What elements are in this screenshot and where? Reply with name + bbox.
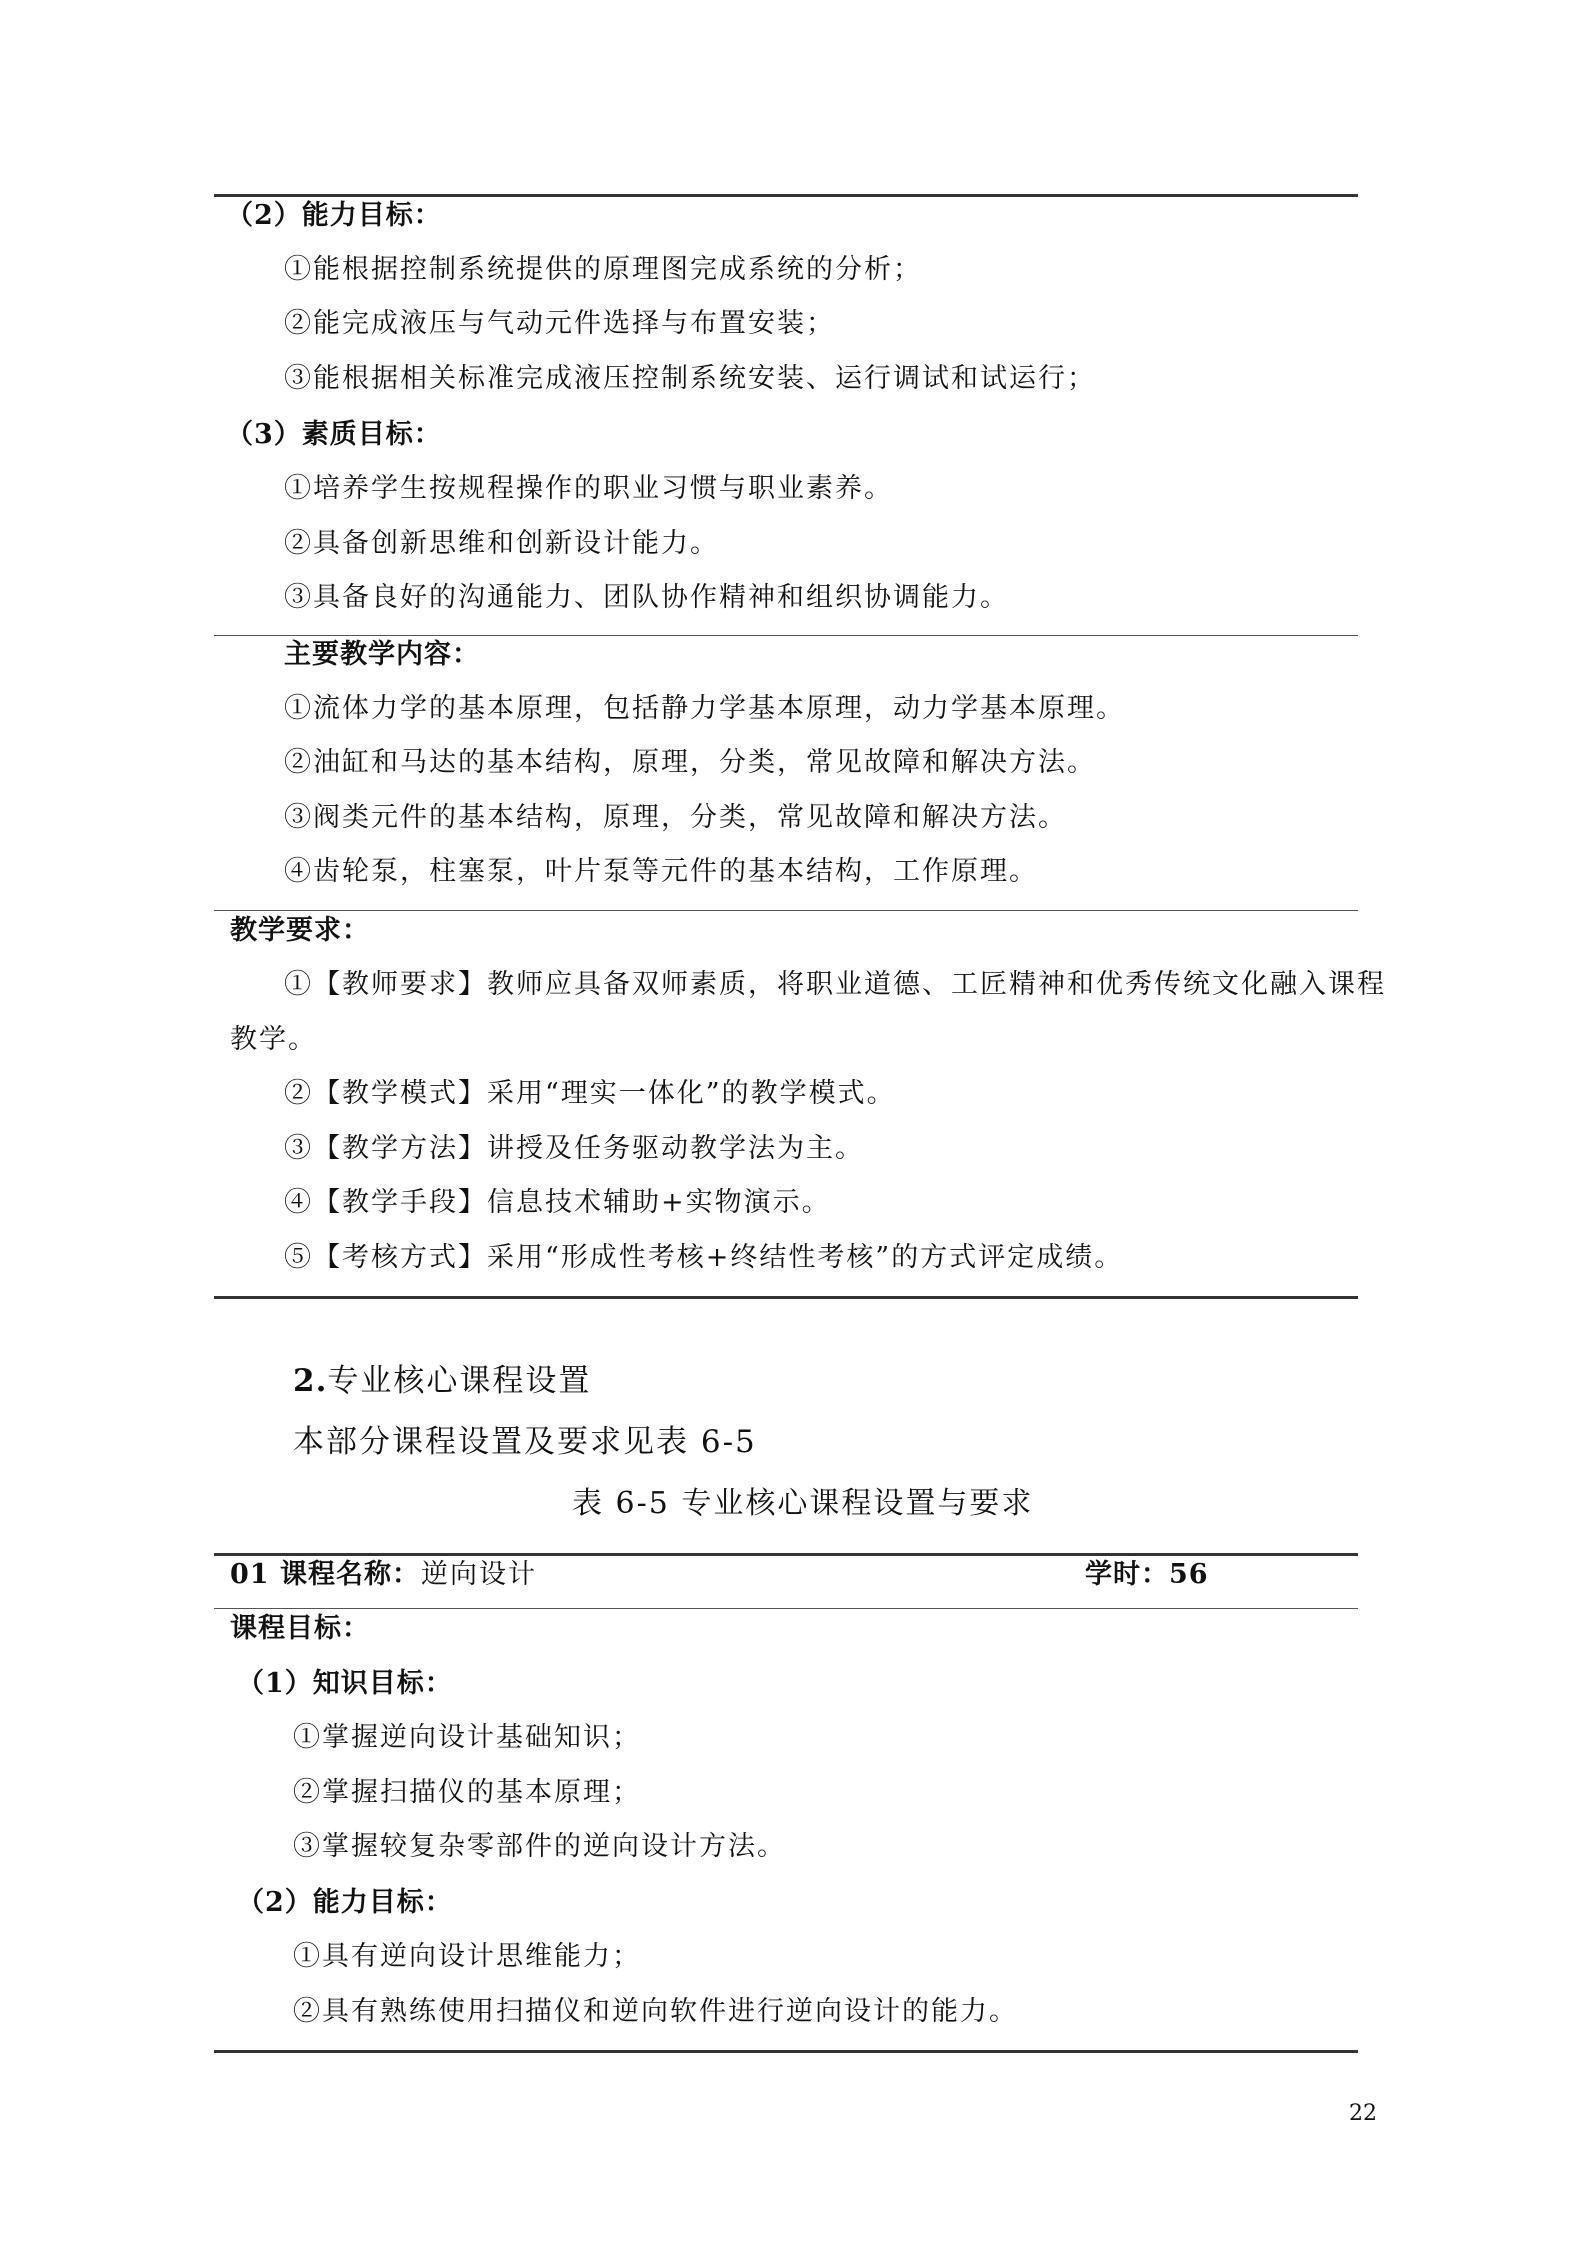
ability-goals-heading-2: （2）能力目标： bbox=[237, 1887, 453, 1918]
section-heading bbox=[293, 1364, 591, 1398]
req-item-2: ②【教学模式】采用“理实一体化”的教学模式。 bbox=[284, 1078, 896, 1109]
ability2-item-1: ①具有逆向设计思维能力； bbox=[293, 1941, 641, 1972]
knowledge-item-3: ③掌握较复杂零部件的逆向设计方法。 bbox=[293, 1831, 786, 1862]
ability2-item-2: ②具有熟练使用扫描仪和逆向软件进行逆向设计的能力。 bbox=[293, 1996, 1018, 2027]
table1-rule-content bbox=[214, 635, 1358, 636]
table2-bottom-rule bbox=[214, 2050, 1358, 2053]
table-caption: 表 6-5 专业核心课程设置与要求 bbox=[572, 1486, 1034, 1521]
quality-item-2: ②具备创新思维和创新设计能力。 bbox=[284, 528, 719, 559]
table1-bottom-rule bbox=[214, 1296, 1358, 1299]
table2-top-rule bbox=[214, 1553, 1358, 1556]
section-intro: 本部分课程设置及要求见表 6-5 bbox=[293, 1424, 757, 1460]
content-item-3: ③阀类元件的基本结构，原理，分类，常见故障和解决方法。 bbox=[284, 802, 1067, 833]
table2-rule-goals bbox=[214, 1608, 1358, 1609]
knowledge-item-1: ①掌握逆向设计基础知识； bbox=[293, 1722, 641, 1753]
content-item-1: ①流体力学的基本原理，包括静力学基本原理，动力学基本原理。 bbox=[284, 693, 1125, 724]
table1-top-rule bbox=[214, 194, 1358, 197]
quality-item-3: ③具备良好的沟通能力、团队协作精神和组织协调能力。 bbox=[284, 582, 1009, 613]
req-item-1-line2: 教学。 bbox=[230, 1024, 317, 1055]
course-goals-heading: 课程目标： bbox=[230, 1613, 370, 1644]
teaching-content-heading: 主要教学内容： bbox=[284, 639, 480, 670]
content-item-4: ④齿轮泵，柱塞泵，叶片泵等元件的基本结构，工作原理。 bbox=[284, 856, 1038, 887]
content-item-2: ②油缸和马达的基本结构，原理，分类，常见故障和解决方法。 bbox=[284, 747, 1096, 778]
req-item-5: ⑤【考核方式】采用“形成性考核+终结性考核”的方式评定成绩。 bbox=[284, 1242, 1124, 1273]
knowledge-item-2: ②掌握扫描仪的基本原理； bbox=[293, 1777, 641, 1808]
course-name-value: 逆向设计 bbox=[421, 1559, 537, 1590]
section-heading-text: 专业核心课程设置 bbox=[327, 1363, 592, 1399]
section-heading-number: 2. bbox=[293, 1363, 328, 1399]
course-hours-label: 学时： bbox=[1085, 1559, 1169, 1590]
course-name-label: 01 课程名称： bbox=[230, 1559, 420, 1590]
req-item-3: ③【教学方法】讲授及任务驱动教学法为主。 bbox=[284, 1133, 864, 1164]
quality-goals-heading: （3）素质目标： bbox=[226, 419, 442, 450]
course-hours-value: 56 bbox=[1169, 1559, 1209, 1590]
ability-goals-heading: （2）能力目标： bbox=[226, 200, 442, 231]
ability-item-1: ①能根据控制系统提供的原理图完成系统的分析； bbox=[284, 254, 922, 285]
ability-item-3: ③能根据相关标准完成液压控制系统安装、运行调试和试运行； bbox=[284, 363, 1096, 394]
knowledge-goals-heading: （1）知识目标： bbox=[237, 1668, 453, 1699]
quality-item-1: ①培养学生按规程操作的职业习惯与职业素养。 bbox=[284, 473, 893, 504]
req-item-1-line1: ①【教师要求】教师应具备双师素质，将职业道德、工匠精神和优秀传统文化融入课程 bbox=[284, 969, 1386, 1000]
table1-rule-requirements bbox=[214, 910, 1358, 911]
ability-item-2: ②能完成液压与气动元件选择与布置安装； bbox=[284, 308, 835, 339]
teaching-req-heading: 教学要求： bbox=[230, 915, 370, 946]
req-item-4: ④【教学手段】信息技术辅助+实物演示。 bbox=[284, 1187, 831, 1218]
course-hours bbox=[1085, 1558, 1209, 1592]
page-number: 22 bbox=[1349, 2101, 1377, 2126]
